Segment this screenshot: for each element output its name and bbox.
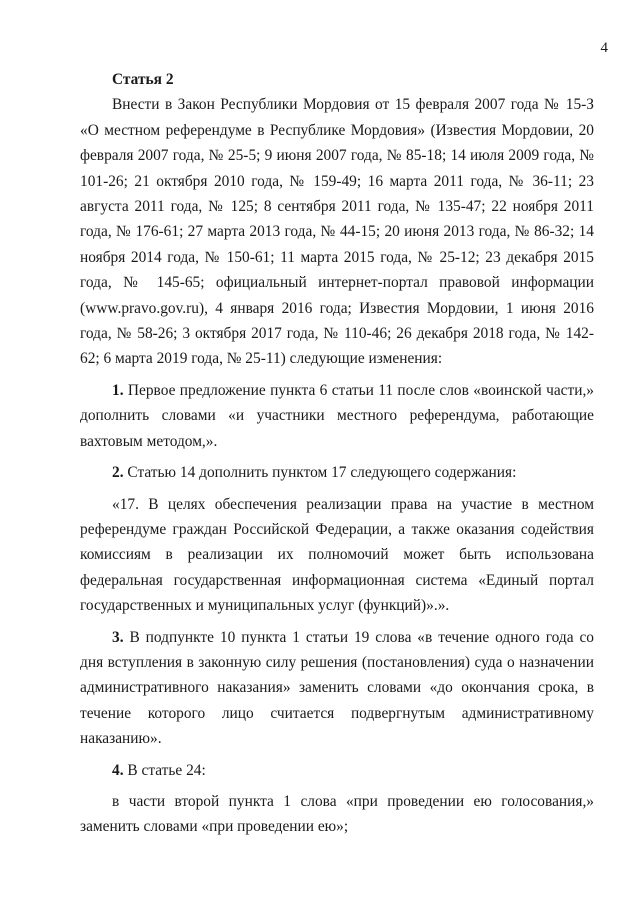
item-3-text: В подпункте 10 пункта 1 статьи 19 слова «в течение одного года со дня вступления в законную силу решения (постановления) суда о назначении административного наказания» заменить словами «до окончания срока, в течение которого лицо считается подвергнутым административному наказанию». bbox=[80, 628, 594, 748]
item-4-sub-paragraph: в части второй пункта 1 слова «при проведении ею голосования,» заменить словами «при проведении ею»; bbox=[80, 792, 594, 836]
item-4-text: В статье 24: bbox=[123, 761, 206, 779]
intro-paragraph: Внести в Закон Республики Мордовия от 15 февраля 2007 года № 15-З «О местном референдуме в Республике Мордовия» (Известия Мордовии, 20 февраля 2007 года, № 25-5; 9 июня 2007 года, № 85-18; 14 июля 2009 года, № 101-26; 21 октября 2010 года, № 159-49; 16 марта 2011 года, № 36-11; 23 августа 2011 года, № 125; 8 сентября 2011 года, № 135-47; 22 ноября 2011 года, № 176-61; 27 марта 2013 года, № 44-15; 20 июня 2013 года, № 86-32; 14 ноября 2014 года, № 150-61; 11 марта 2015 года, № 25-12; 23 декабря 2015 года, № 145-65; официальный интернет-портал правовой информации (www.pravo.gov.ru), 4 января 2016 года; Известия Мордовии, 1 июня 2016 года, № 58-26; 3 октября 2017 года, № 110-46; 26 декабря 2018 года, № 142-62; 6 марта 2019 года, № 25-11) следующие изменения: bbox=[80, 96, 594, 368]
item-2-number: 2. bbox=[112, 464, 124, 482]
document-body bbox=[80, 67, 594, 840]
item-2-paragraph bbox=[80, 460, 594, 485]
item-4-paragraph bbox=[80, 758, 594, 783]
item-3-paragraph bbox=[80, 625, 594, 752]
page-number: 4 bbox=[600, 40, 608, 56]
item-2-text: Статью 14 дополнить пунктом 17 следующего содержания: bbox=[123, 464, 517, 482]
item-1-paragraph bbox=[80, 378, 594, 454]
article-heading: Статья 2 bbox=[112, 71, 174, 88]
item-2-quote-paragraph: «17. В целях обеспечения реализации права на участие в местном референдуме граждан Российской Федерации, а также оказания содействия комиссиям в реализации их полномочий может быть использована федеральная государственная информационная система «Единый портал государственных и муниципальных услуг (функций)».». bbox=[80, 495, 594, 615]
item-1-text: Первое предложение пункта 6 статьи 11 после слов «воинской части,» дополнить словами «и участники местного референдума, работающие вахтовым методом,». bbox=[80, 381, 594, 450]
item-3-number: 3. bbox=[112, 628, 124, 646]
item-1-number: 1. bbox=[112, 381, 124, 399]
item-4-number: 4. bbox=[112, 761, 124, 779]
